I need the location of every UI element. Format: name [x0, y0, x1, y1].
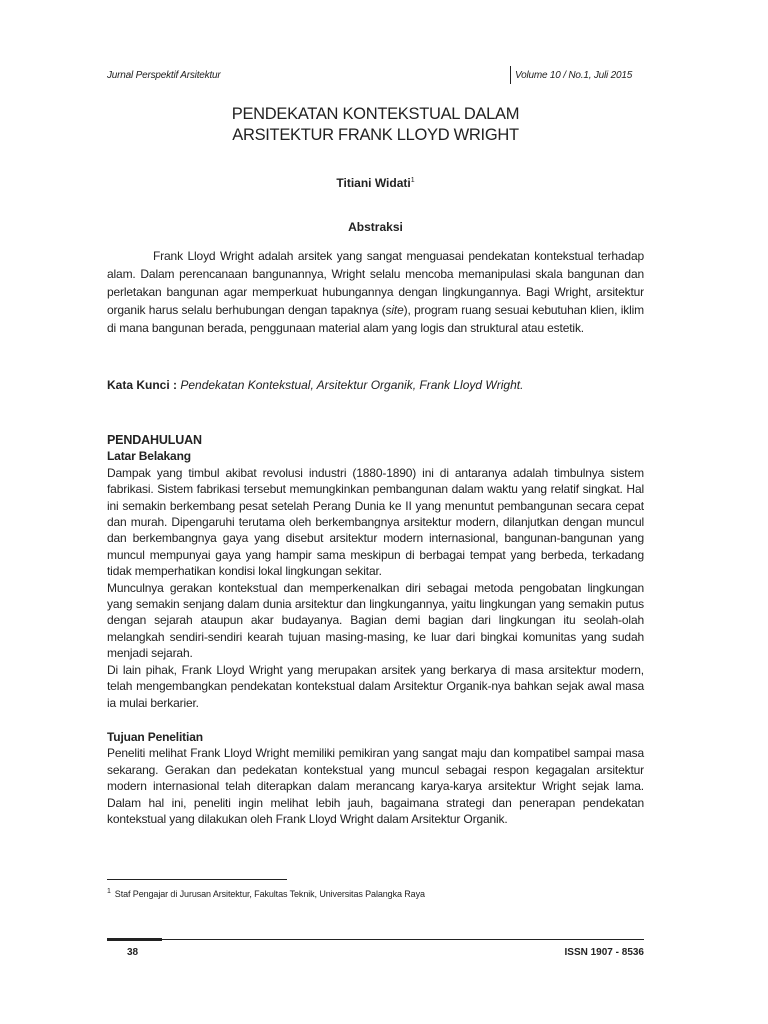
abstract-text-part-2: ), program ruang sesuai kebutuhan klien, iklim di mana bangunan berada, penggunaan material alam yang logis dan struktural atau estetik.: [107, 303, 644, 335]
keywords-label: Kata Kunci :: [107, 378, 178, 392]
footnote-divider: [107, 879, 287, 880]
keywords: [107, 376, 644, 394]
objective-heading: Tujuan Penelitian: [107, 729, 203, 744]
footnote: [107, 888, 425, 899]
title-line-1: PENDEKATAN KONTEKSTUAL DALAM: [231, 105, 520, 123]
abstract-text-part-1: Frank Lloyd Wright adalah arsitek yang sangat menguasai pendekatan kontekstual terhadap alam. Dalam perencanaan bangunannya, Wright selalu mencoba memanipulasi skala bangunan dan perletakan bangunan agar memperkuat hubungannya dengan lingkungannya. Bagi Wright, arsitektur organik harus selalu berhubungan dengan tapaknya (: [107, 249, 644, 317]
abstract-text-italic: site: [385, 303, 404, 317]
abstract-heading: Abstraksi: [348, 220, 403, 234]
background-paragraph-1: Dampak yang timbul akibat revolusi industri (1880-1890) ini di antaranya adalah timbulnya sistem fabrikasi. Sistem fabrikasi tersebut memungkinkan pembangunan dalam waktu yang relatif singkat. Hal ini semakin berkembang pesat setelah Perang Dunia ke II yang menuntut pembangunan secara cepat dan murah. Dipengaruhi terutama oleh berkembangnya arsitektur modern, dilanjutkan dengan muncul dan berkembangnya gaya yang disebut arsitektur modern internasional, bangunan-bangunan yang muncul mempunyai gaya yang hampir sama meskipun di berbagai tempat yang berbeda, terkadang tidak memperhatikan kondisi lokal lingkungan sekitar.: [107, 465, 644, 579]
journal-name: Jurnal Perspektif Arsitektur: [107, 70, 221, 81]
author-name: Titiani Widati: [336, 176, 411, 190]
issn: ISSN 1907 - 8536: [564, 947, 644, 958]
background-paragraph-2: Munculnya gerakan kontekstual dan memperkenalkan diri sebagai metoda pengobatan lingkungan yang semakin senjang dalam dunia arsitektur dan lingkungannya, yaitu lingkungan yang semakin putus dengan sejarah ataupun akar budayanya. Bagian demi bagian dari lingkungan itu seolah-olah melangkah sendiri-sendiri kearah tujuan masing-masing, ke luar dari bingkai komunitas yang sudah menjadi sejarah.: [107, 580, 644, 661]
footnote-text: Staf Pengajar di Jurusan Arsitektur, Fakultas Teknik, Universitas Palangka Raya: [114, 889, 425, 899]
footer-rule: [162, 939, 644, 940]
background-paragraph-3: Di lain pihak, Frank Lloyd Wright yang merupakan arsitek yang berkarya di masa arsitektur modern, telah mengembangkan pendekatan kontekstual dalam Arsitektur Organik-nya bahkan sejak awal masa ia mulai berkarier.: [107, 662, 644, 710]
objective-paragraph: Peneliti melihat Frank Lloyd Wright memiliki pemikiran yang sangat maju dan kompatibel sampai masa sekarang. Gerakan dan pedekatan kontekstual yang muncul sebagai respon kegagalan arsitektur modern internasional telah diterapkan dalam merancang karya-karya arsitektur Wright sejak lama. Dalam hal ini, peneliti ingin melihat lebih jauh, bagaimana strategi dan penerapan pendekatan kontekstual yang dilakukan oleh Frank Lloyd Wright dalam Arsitektur Organik.: [107, 746, 644, 826]
title-line-2: ARSITEKTUR FRANK LLOYD WRIGHT: [232, 126, 519, 144]
author-footnote-mark: 1: [410, 177, 415, 184]
volume-info: Volume 10 / No.1, Juli 2015: [510, 66, 632, 84]
page-number: 38: [127, 947, 139, 958]
introduction-section: [107, 432, 644, 827]
footer-rule-thick: [107, 938, 162, 941]
footnote-mark: 1: [107, 888, 111, 895]
keywords-value: Pendekatan Kontekstual, Arsitektur Organik, Frank Lloyd Wright.: [180, 378, 524, 392]
abstract-text: [107, 247, 644, 337]
introduction-heading: PENDAHULUAN: [107, 433, 202, 447]
background-heading: Latar Belakang: [107, 449, 191, 464]
author: [107, 176, 644, 190]
paper-title: [107, 104, 644, 146]
